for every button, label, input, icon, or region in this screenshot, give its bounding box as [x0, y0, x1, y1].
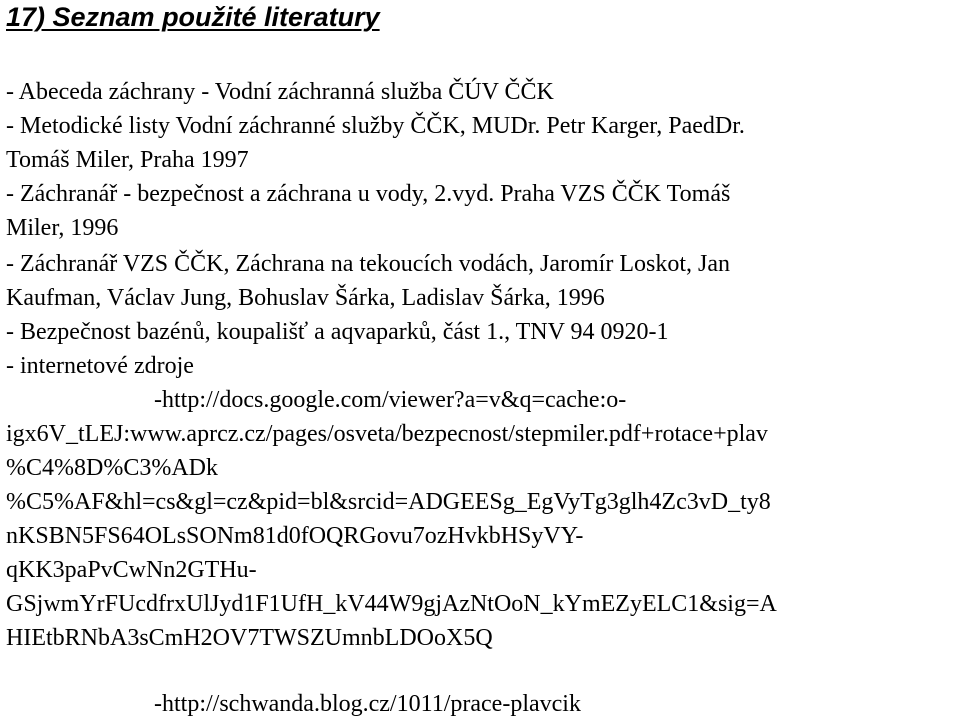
section-heading: 17) Seznam použité literatury	[6, 2, 380, 32]
reference-line: - Abeceda záchrany - Vodní záchranná služba ČÚV ČČK	[6, 79, 554, 105]
reference-url-line: %C5%AF&hl=cs&gl=cz&pid=bl&srcid=ADGEESg_EgVyTg3glh4Zc3vD_ty8	[6, 489, 771, 515]
reference-line: - Záchranář - bezpečnost a záchrana u vody, 2.vyd. Praha VZS ČČK Tomáš	[6, 181, 731, 207]
reference-line: Kaufman, Václav Jung, Bohuslav Šárka, Ladislav Šárka, 1996	[6, 285, 605, 311]
reference-line: - internetové zdroje	[6, 353, 194, 379]
reference-url-line: -http://schwanda.blog.cz/1011/prace-plavcik	[154, 691, 581, 717]
reference-line: - Záchranář VZS ČČK, Záchrana na tekoucích vodách, Jaromír Loskot, Jan	[6, 251, 730, 277]
reference-url-line: -http://docs.google.com/viewer?a=v&q=cache:o-	[154, 387, 627, 413]
reference-url-line: GSjwmYrFUcdfrxUlJyd1F1UfH_kV44W9gjAzNtOoN_kYmEZyELC1&sig=A	[6, 591, 777, 617]
reference-url-line: nKSBN5FS64OLsSONm81d0fOQRGovu7ozHvkbHSyVY-	[6, 523, 584, 549]
reference-url-line: HIEtbRNbA3sCmH2OV7TWSZUmnbLDOoX5Q	[6, 625, 493, 651]
reference-line: - Bezpečnost bazénů, koupališť a aqvaparků, část 1., TNV 94 0920-1	[6, 319, 669, 345]
reference-line: - Metodické listy Vodní záchranné služby ČČK, MUDr. Petr Karger, PaedDr.	[6, 113, 745, 139]
reference-url-line: igx6V_tLEJ:www.aprcz.cz/pages/osveta/bezpecnost/stepmiler.pdf+rotace+plav	[6, 421, 768, 447]
reference-line: Miler, 1996	[6, 215, 119, 241]
reference-url-line: qKK3paPvCwNn2GTHu-	[6, 557, 257, 583]
reference-url-line: %C4%8D%C3%ADk	[6, 455, 218, 481]
reference-line: Tomáš Miler, Praha 1997	[6, 147, 249, 173]
